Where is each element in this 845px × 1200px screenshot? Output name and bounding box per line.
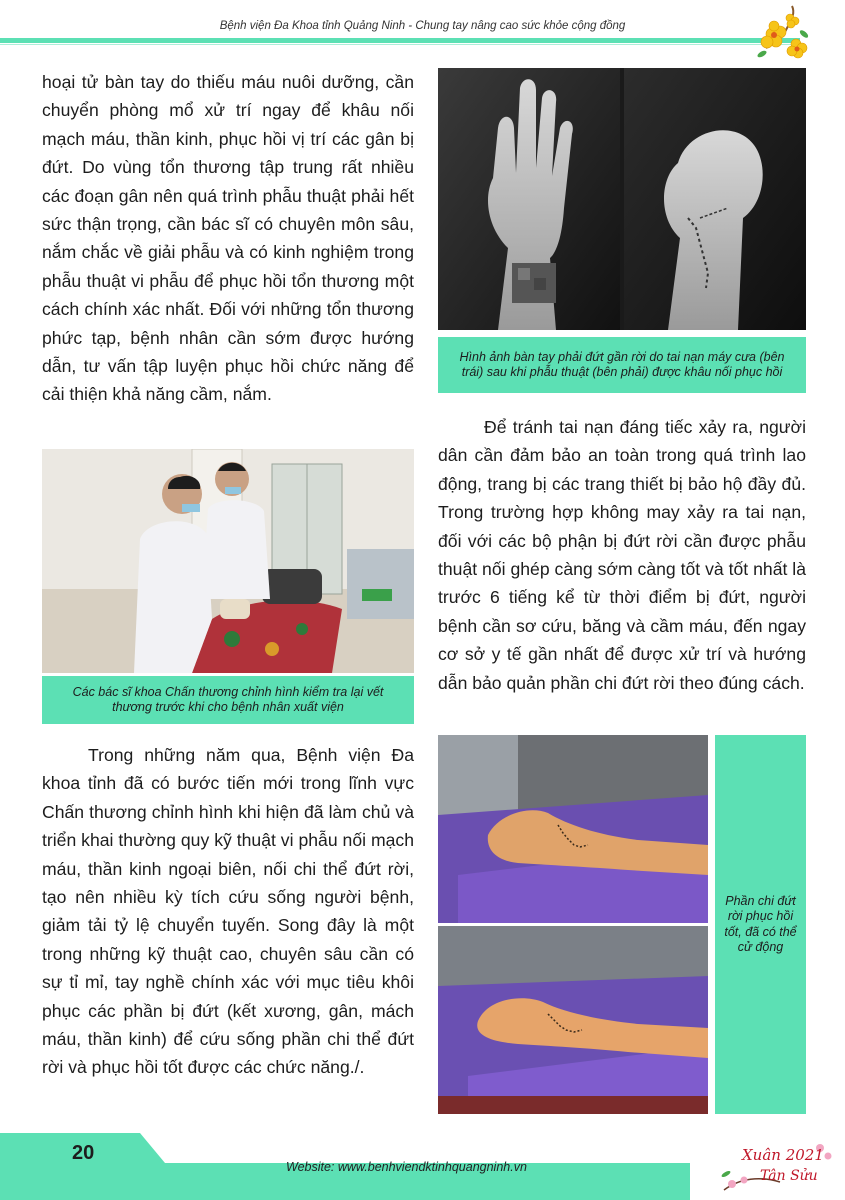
xuan-2021-logo [720,1138,838,1194]
apricot-blossom-icon [752,4,812,64]
page-number: 20 [72,1142,95,1164]
svg-text:Xuân 2021: Xuân 2021 [742,1146,824,1164]
recovery-photo-top [438,735,708,923]
doctors-photo-caption: Các bác sĩ khoa Chấn thương chỉnh hình kiểm tra lại vết thương trước khi cho bệnh nhân xuất viện [42,676,414,724]
footer-website: Website: www.benhviendktinhquangninh.vn [286,1160,527,1174]
article-paragraph: Để tránh tai nạn đáng tiếc xảy ra, người dân cần đảm bảo an toàn trong quá trình lao động, trang bị các trang thiết bị bảo hộ đầy đủ. Trong trường hợp không may xảy ra tai nạn, đối với các bộ phận bị đứt rời cần được phẫu thuật nối ghép càng sớm càng tốt và tốt nhất là trước 6 tiếng kể từ thời điểm bị đứt, người bệnh cần sơ cứu, băng và cầm máu, đến ngay cơ sở y tế gần nhất để được xử trí và hướng dẫn bảo quản phần chi đứt rời theo đúng cách. [438,417,806,693]
header-divider-thin [0,44,800,45]
doctors-examining-photo [42,449,414,673]
header-divider [0,38,800,43]
article-paragraph: Trong những năm qua, Bệnh viện Đa khoa tỉnh đã có bước tiến mới trong lĩnh vực Chấn thương chỉnh hình khi hiện đã làm chủ và triển khai thường quy kỹ thuật vi phẫu nối mạch máu, thần kinh ngoại biên, nối chi thể đứt rời, tạo nên nhiều kỳ tích cứu sống người bệnh, giảm tải tỷ lệ chuyển tuyến. Song đây là một trong những kỹ thuật cao, chuyên sâu cần có sự tỉ mỉ, tay nghề chính xác với mục tiêu khôi phục các phần bị đứt (kết xương, gân, mách máu, thần kinh) để cứu sống phần chi thể đứt rời và phục hồi tốt được các chức năng./. [42,745,414,1078]
header-title: Bệnh viện Đa Khoa tỉnh Quảng Ninh - Chung tay nâng cao sức khỏe cộng đồng [219,20,626,32]
svg-text:Tân Sửu: Tân Sửu [760,1168,818,1184]
recovery-photo-caption: Phần chi đứt rời phục hồi tốt, đã có thể cử động [715,735,806,1114]
hand-photo-caption: Hình ảnh bàn tay phải đứt gần rời do tai nạn máy cưa (bên trái) sau khi phẫu thuật (bên phải) được khâu nối phục hồi [438,337,806,393]
recovery-photo-bottom [438,926,708,1114]
article-paragraph: hoại tử bàn tay do thiếu máu nuôi dưỡng, cần chuyển phòng mổ xử trí ngay để khâu nối mạch máu, thần kinh, phục hồi vị trí các gân bị đứt. Do vùng tổn thương tập trung rất nhiều các đoạn gân nên quá trình phẫu thuật phải hết sức thận trọng, cần bác sĩ có chuyên môn sâu, nắm chắc về giải phẫu và có kinh nghiệm trong phẫu thuật vi phẫu để phục hồi tổn thương một cách chính xác nhất. Đối với những tổn thương phức tạp, bệnh nhân cần sớm được hướng dẫn, tư vấn tập luyện phục hồi chức năng để cải thiện khả năng cầm, nắm. [42,72,414,405]
hand-before-after-photo [438,68,806,330]
